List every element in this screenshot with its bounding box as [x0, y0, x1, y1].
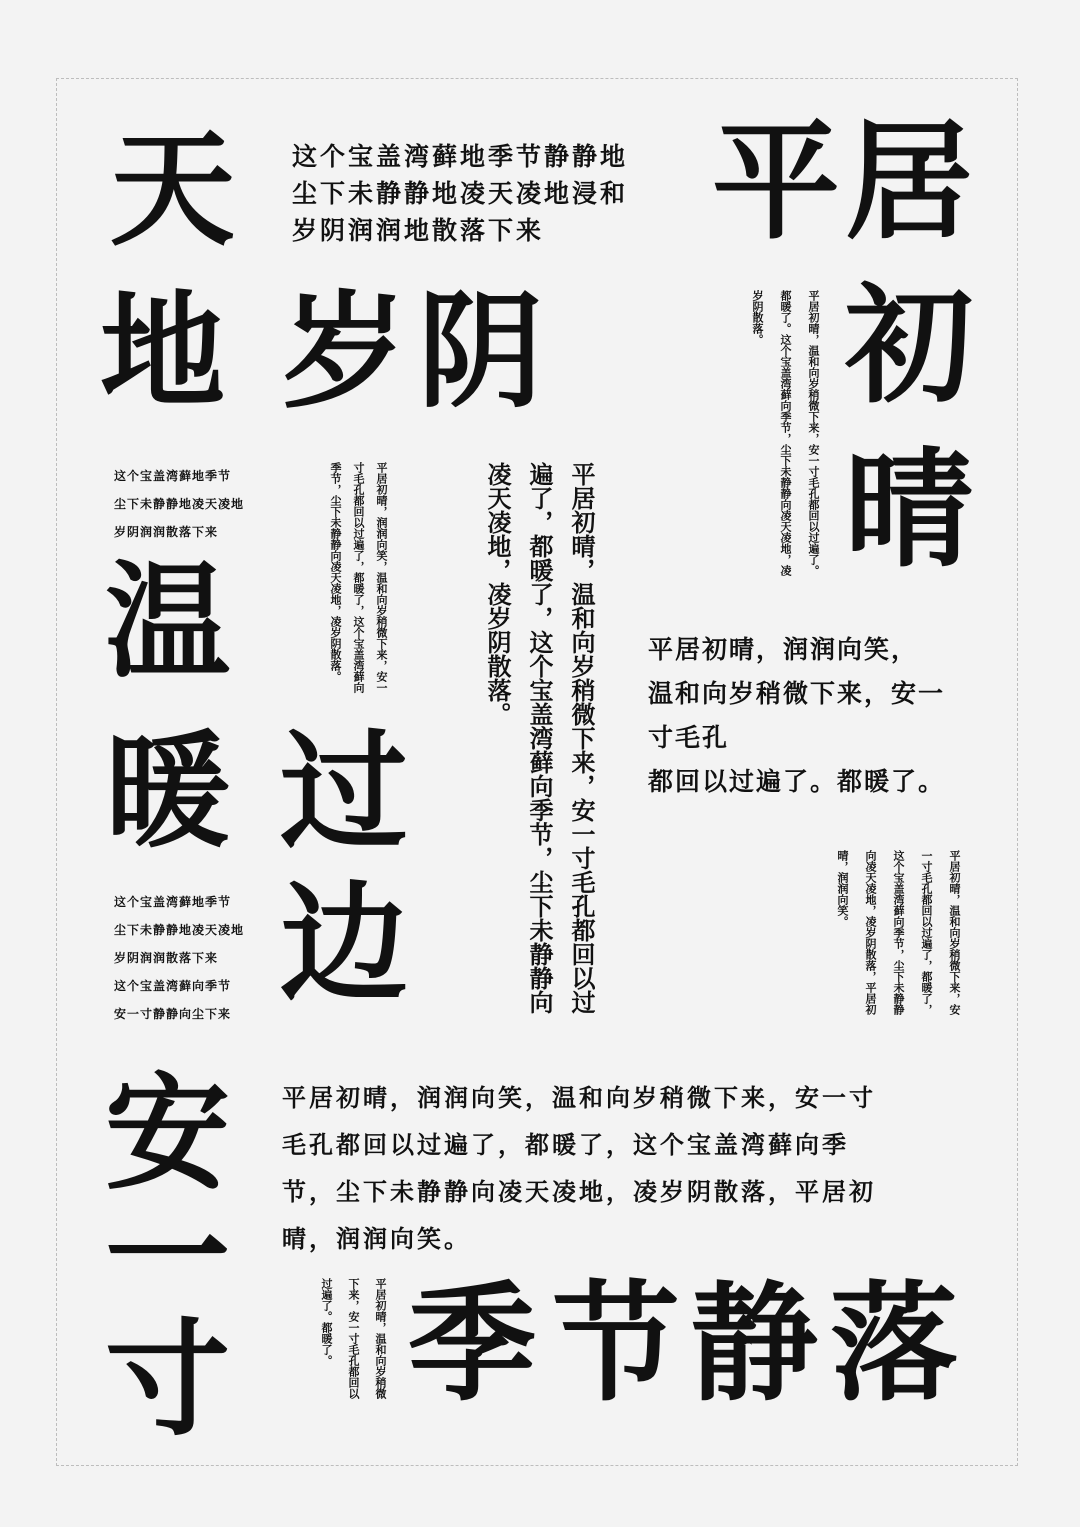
big-char-an: 安: [105, 1061, 230, 1207]
vertical-text-block-top-right: 平居初晴，温和向岁稍微下来，安一寸毛孔都回以过遍了。都暖了。这个宝盖湾藓向季节，尘下未静静向凌天凌地，凌岁阴散落。: [751, 290, 820, 576]
big-char-yi: 一: [105, 1185, 230, 1331]
big-char-nuan: 暖: [105, 719, 230, 865]
big-char-ping: 平: [712, 107, 841, 257]
big-char-qing: 晴: [845, 435, 974, 585]
middle-paragraph: 平居初晴，润润向笑， 温和向岁稍微下来，安一寸毛孔 都回以过遍了。都暖了。: [648, 635, 946, 796]
big-char-jing: 静: [690, 1269, 819, 1419]
vertical-text-block-bottom-left: 平居初晴，温和向岁稍微下来，安一寸毛孔都回以过遍了。都暖了。: [320, 1278, 387, 1399]
big-char-bian: 边: [280, 869, 409, 1019]
vertical-text-block-left-middle: 平居初晴，润润向笑，温和向岁稍微下来，安一寸毛孔都回以过遍了，都暖了，这个宝盖湾藓向季节，尘下未静静向凌天凌地，凌岁阴散落。: [329, 462, 388, 693]
left-small-paragraph-2: 这个宝盖湾藓地季节 尘下未静静地凌天凌地 岁阴润润散落下来 这个宝盖湾藓向季节 安一寸静静向尘下来: [114, 895, 245, 1021]
big-char-yun: 温: [105, 549, 230, 695]
big-char-fa: 岁: [282, 279, 407, 425]
big-char-di: 地: [100, 279, 225, 425]
big-char-jie: 节: [552, 1269, 681, 1419]
big-char-tian: 天: [110, 117, 235, 263]
left-small-paragraph-1: 这个宝盖湾藓地季节 尘下未静静地凌天凌地 岁阴润润散落下来: [114, 469, 245, 539]
big-char-ji: 季: [408, 1269, 537, 1419]
vertical-text-block-center: 平居初晴，温和向岁稍微下来，安一寸毛孔都回以过遍了，都暖了，这个宝盖湾藓向季节，尘下未静静向凌天凌地，凌岁阴散落。: [483, 462, 596, 1014]
bottom-paragraph: 平居初晴，润润向笑，温和向岁稍微下来，安一寸 毛孔都回以过遍了，都暖了，这个宝盖湾藓向季 节，尘下未静静向凌天凌地，凌岁阴散落，平居初 晴，润润向笑。: [282, 1083, 876, 1253]
big-char-yang: 阴: [418, 279, 543, 425]
big-char-chu: 初: [845, 271, 974, 421]
big-char-cun: 寸: [105, 1307, 230, 1453]
big-char-luo: 落: [830, 1269, 959, 1419]
big-char-guo: 过: [280, 717, 409, 867]
top-paragraph: 这个宝盖湾藓地季节静静地 尘下未静静地凌天凌地浸和 岁阴润润地散落下来: [292, 142, 629, 245]
big-char-ju: 居: [845, 107, 974, 257]
vertical-text-block-right: 平居初晴，温和向岁稍微下来，安一寸毛孔都回以过遍了，都暖了，这个宝盖湾藓向季节，尘下未静静向凌天凌地，凌岁阴散落，平居初晴，润润向笑。: [836, 850, 961, 1015]
